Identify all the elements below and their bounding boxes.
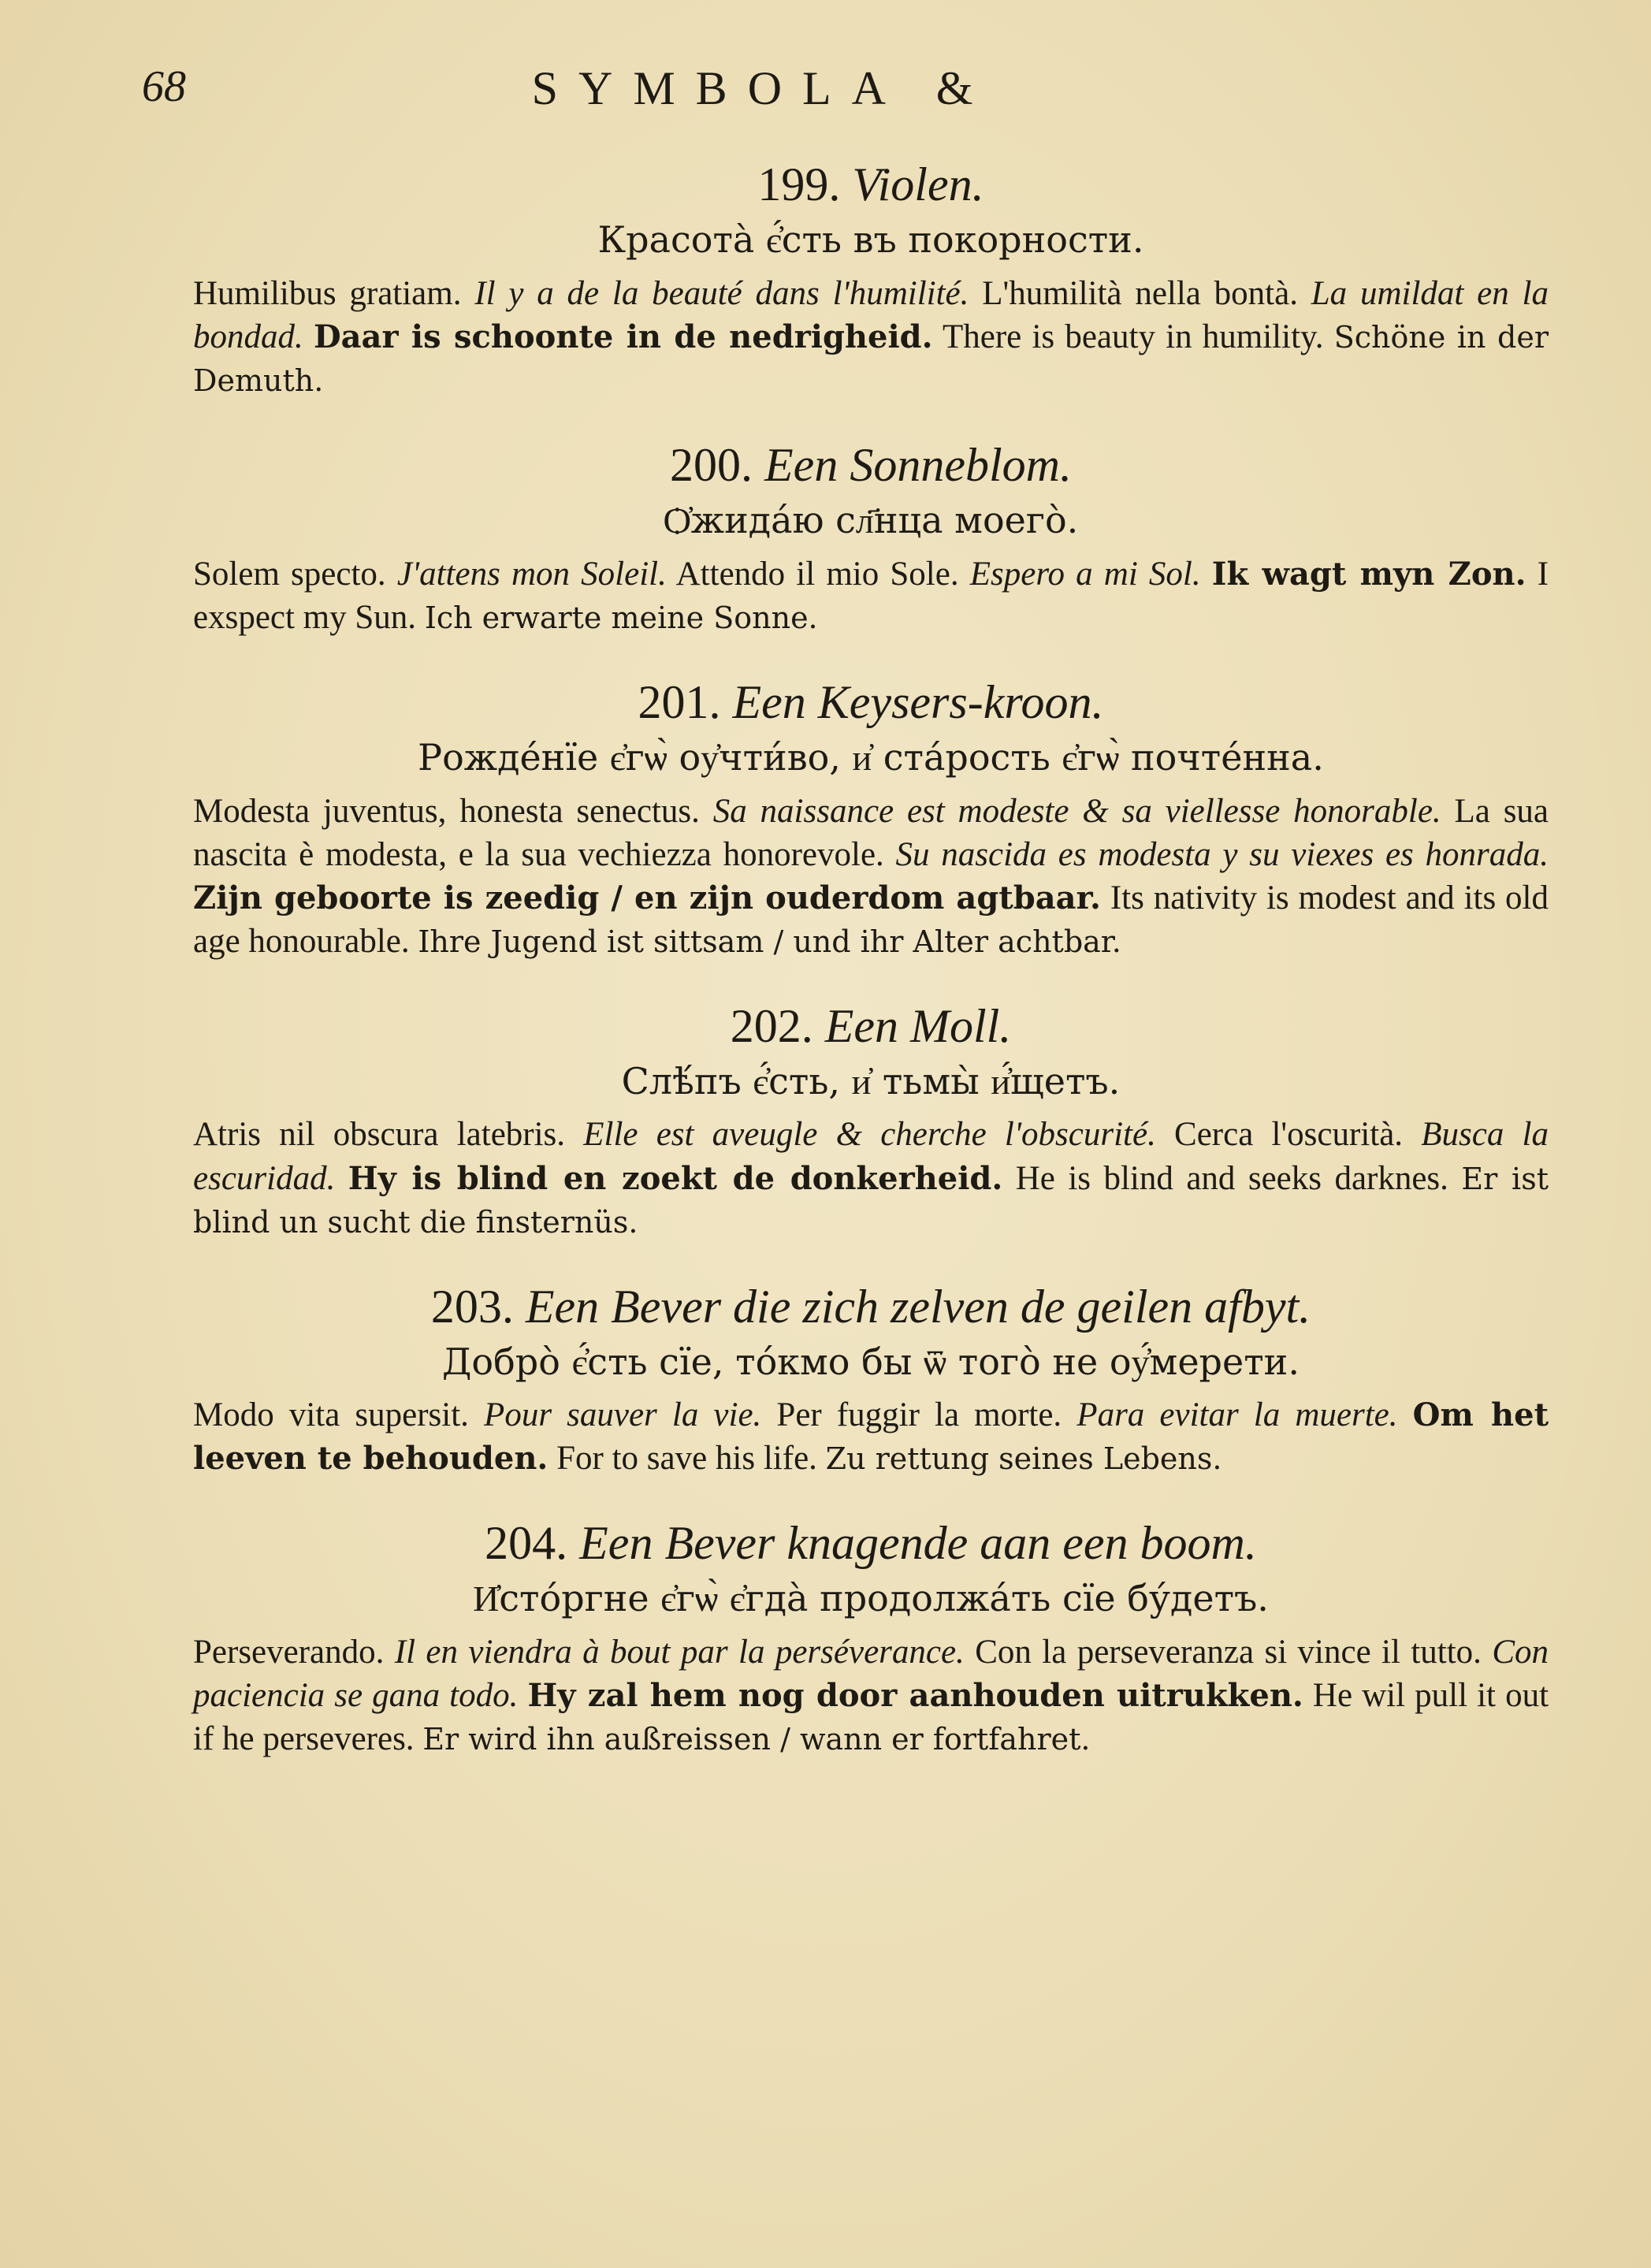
entry-number: 204. (485, 1517, 568, 1570)
entry-name: Een Moll. (824, 999, 1012, 1052)
italian-text: Cerca l'oscurità. (1174, 1116, 1404, 1154)
entry-name: Een Bever knagende aan een boom. (579, 1517, 1257, 1570)
french-text: Il y a de la beauté dans l'humilité. (474, 274, 969, 312)
german-text: Er wird ihn außreissen / wann er fortfahret. (422, 1722, 1091, 1757)
entry-title (193, 1280, 1549, 1334)
latin-text: Solem specto. (193, 555, 386, 593)
slavonic-motto: Ѻ҆жида́ю сл҃нца моего̀. (663, 498, 1079, 541)
italian-text: Con la perseveranza si vince il tutto. (975, 1634, 1482, 1671)
italian-text: Attendo il mio Sole. (675, 555, 959, 593)
latin-text: Humilibus gratiam. (193, 274, 462, 312)
entries-list (193, 158, 1549, 1797)
dutch-text: Hy zal hem nog door aanhouden uitrukken. (527, 1677, 1303, 1715)
spanish-text: Espero a mi Sol. (969, 555, 1201, 593)
english-text: He wil pull it out if he perseveres. (193, 1677, 1549, 1758)
dutch-text: Ik wagt myn Zon. (1211, 555, 1526, 593)
dutch-text: Hy is blind en zoekt de donkerheid. (348, 1159, 1003, 1197)
entry-title (193, 1516, 1549, 1571)
spanish-text: Su nascida es modesta y su viexes es honrada. (895, 835, 1549, 873)
german-text: Ich erwarte meine Sonne. (424, 600, 818, 635)
entry-title (193, 438, 1549, 493)
slavonic-motto: Рожде́нїе є҆гѡ̀ оу҆чти́во, и҆ ста́рость є҆гѡ̀ почте́нна. (418, 735, 1324, 779)
entry (193, 675, 1549, 963)
english-text: There is beauty in humility. (942, 318, 1324, 355)
entry-body (193, 1630, 1549, 1760)
italian-text: L'humilità nella bontà. (982, 274, 1298, 312)
italian-text: La sua nascita è modesta, e la sua vechiezza honorevole. (193, 792, 1549, 873)
german-text: Zu rettung seines Lebens. (825, 1441, 1222, 1477)
english-text: I exspect my Sun. (193, 555, 1549, 636)
entry-name: Een Keysers-kroon. (732, 675, 1104, 728)
page-number: 68 (142, 62, 186, 111)
latin-text: Modo vita supersit. (193, 1396, 469, 1434)
entry (193, 999, 1549, 1244)
entry-name: Violen. (852, 158, 984, 210)
entry (193, 158, 1549, 402)
spanish-text: Para evitar la muerte. (1076, 1396, 1398, 1434)
dutch-text: Zijn geboorte is zeedig / en zijn ouderdom agtbaar. (193, 879, 1101, 916)
entry (193, 1516, 1549, 1760)
dutch-text: Daar is schoonte in de nedrigheid. (313, 318, 933, 355)
entry-body (193, 1113, 1549, 1243)
entry-body (193, 552, 1549, 639)
entry-body (193, 1393, 1549, 1480)
running-head: SYMBOLA & (531, 62, 994, 114)
entry-number: 200. (670, 438, 753, 491)
french-text: Elle est aveugle & cherche l'obscurité. (583, 1116, 1156, 1154)
entry-body (193, 272, 1549, 402)
slavonic-motto: И҆сто́ргне є҆гѡ̀ є҆гда̀ продолжа́ть сїе бу́детъ. (473, 1577, 1269, 1620)
entry-number: 203. (430, 1280, 514, 1333)
slavonic-motto: Слѣ́пъ є҆́сть, и҆ тьмы̀ и҆́щетъ. (621, 1059, 1121, 1102)
entry-title (193, 158, 1549, 212)
german-text: Er ist blind un sucht die finsternüs. (193, 1161, 1549, 1240)
french-text: J'attens mon Soleil. (396, 555, 667, 593)
german-text: Ihre Jugend ist sittsam / und ihr Alter achtbar. (418, 924, 1121, 959)
latin-text: Atris nil obscura latebris. (193, 1116, 566, 1154)
entry-name: Een Sonneblom. (764, 438, 1072, 491)
entry-name: Een Bever die zich zelven de geilen afbyt. (525, 1280, 1311, 1333)
spanish-text: Con paciencia se gana todo. (193, 1634, 1549, 1715)
italian-text: Per fuggir la morte. (776, 1396, 1062, 1434)
english-text: Its nativity is modest and its old age honourable. (193, 879, 1549, 960)
spanish-text: Busca la escuridad. (193, 1116, 1549, 1197)
french-text: Pour sauver la vie. (484, 1396, 762, 1434)
entry-number: 201. (638, 675, 721, 728)
german-text: Schöne in der Demuth. (193, 319, 1549, 398)
entry-number: 199. (757, 158, 841, 210)
english-text: He is blind and seeks darknes. (1015, 1159, 1448, 1197)
entry-body (193, 790, 1549, 963)
entry-title (193, 675, 1549, 730)
entry (193, 438, 1549, 639)
entry (193, 1280, 1549, 1481)
spanish-text: La umildat en la bondad. (193, 274, 1549, 355)
page-header (142, 61, 1383, 125)
french-text: Sa naissance est modeste & sa viellesse honorable. (712, 792, 1441, 830)
entry-number: 202. (730, 999, 813, 1052)
dutch-text: Om het leeven te behouden. (193, 1396, 1549, 1478)
slavonic-motto: Добро̀ є҆́сть сїе, то́кмо бы ѿ того̀ не оу҆́мерети. (442, 1340, 1300, 1383)
entry-title (193, 999, 1549, 1054)
latin-text: Modesta juventus, honesta senectus. (193, 792, 700, 830)
french-text: Il en viendra à bout par la perséverance. (394, 1634, 965, 1671)
slavonic-motto: Красота̀ є҆́сть въ покорности. (597, 218, 1144, 261)
english-text: For to save his life. (556, 1440, 817, 1478)
latin-text: Perseverando. (193, 1634, 385, 1671)
